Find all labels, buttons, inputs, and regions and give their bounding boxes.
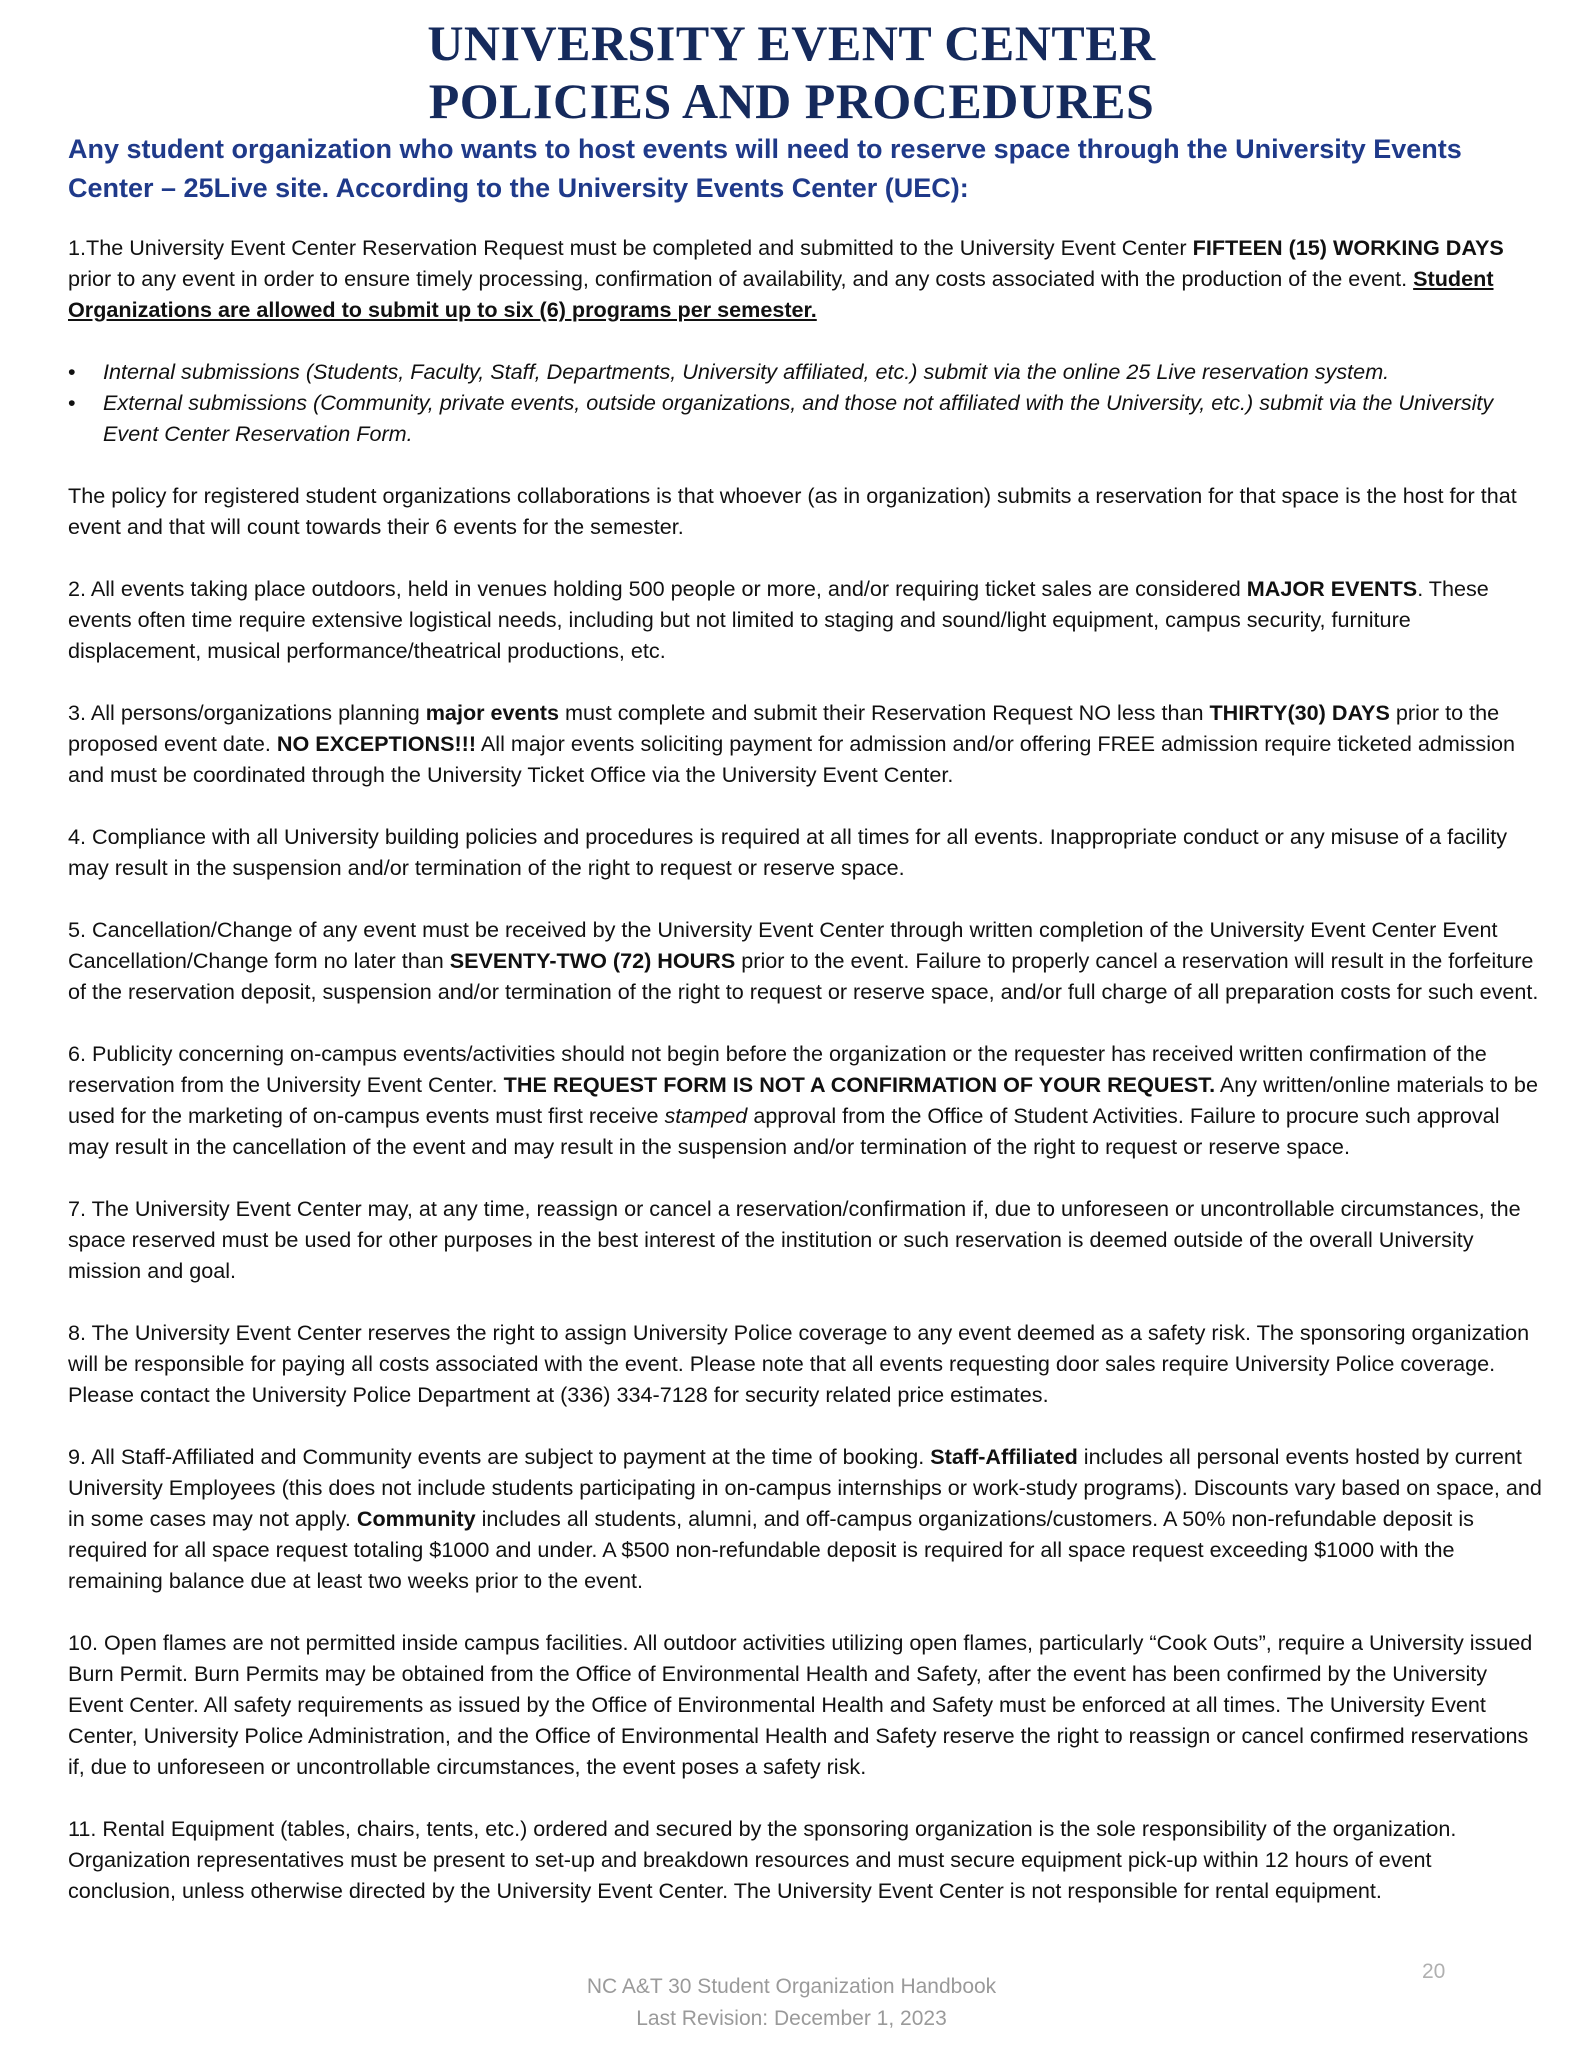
bullet-external: • External submissions (Community, private events, outside organizations, and those not affiliated with the University, etc.) submit via the University Event Center Reservation Form.: [68, 387, 1544, 449]
footer-revision: Last Revision: December 1, 2023: [636, 2007, 947, 2030]
policy-list: [68, 232, 1544, 1906]
policy-3-major-events: major events: [425, 700, 559, 725]
policy-item-11: 11. Rental Equipment (tables, chairs, tents, etc.) ordered and secured by the sponsoring organization is the sole responsibility of the organization. Organization representatives must be present to set-up and breakdown resources and must secure equipment pick-up within 12 hours of event conclusion, unless otherwise directed by the University Event Center. The University Event Center is not responsible for rental equipment.: [68, 1816, 1457, 1903]
page-number: 20: [1422, 1960, 1446, 1983]
policy-2-text: 2. All events taking place outdoors, held in venues holding 500 people or more, and/or requiring ticket sales are considered: [68, 576, 1247, 601]
policy-item-4: 4. Compliance with all University building policies and procedures is required at all times for all events. Inappropriate conduct or any misuse of a facility may result in the suspension and/or termination of the right to request or reserve space.: [68, 824, 1508, 880]
page-title-line-2: POLICIES AND PROCEDURES: [428, 73, 1155, 129]
policy-3-text-cont-2: prior to the proposed event date.: [68, 700, 1500, 756]
policy-2-text-cont: . These events often time require extensive logistical needs, including but not limited to staging and sound/light equipment, campus security, furniture displacement, musical performance/theatrical productions, etc.: [68, 576, 1489, 663]
policy-item-2: [68, 573, 1544, 666]
policy-item-9: [68, 1441, 1544, 1596]
policy-6-text-cont: Any written/online materials to be used for the marketing of on-campus events must first receive: [68, 1072, 1538, 1128]
policy-item-1: [68, 232, 1544, 325]
bullet-internal: • Internal submissions (Students, Faculty, Staff, Departments, University affiliated, etc.) submit via the online 25 Live reservation system.: [68, 356, 1544, 387]
policy-item-3: [68, 697, 1544, 790]
policy-5-text-cont: prior to the event. Failure to properly cancel a reservation will result in the forfeiture of the reservation deposit, suspension and/or termination of the right to request or reserve space, and/or full charge of all preparation costs for such event.: [68, 948, 1539, 1004]
policy-9-text-cont-2: includes all students, alumni, and off-campus organizations/customers. A 50% non-refundable deposit is required for all space request totaling $1000 and under. A $500 non-refundable deposit is required for all space request exceeding $1000 with the remaining balance due at least two weeks prior to the event.: [68, 1506, 1474, 1593]
policy-1-text-cont: prior to any event in order to ensure timely processing, confirmation of availability, and any costs associated with the production of the event.: [68, 266, 1414, 291]
policy-6-warning: THE REQUEST FORM IS NOT A CONFIRMATION OF YOUR REQUEST.: [503, 1072, 1216, 1097]
page-title-line-1: UNIVERSITY EVENT CENTER: [427, 15, 1156, 71]
policy-1-limit-note: Student Organizations are allowed to submit up to six (6) programs per semester.: [68, 266, 1494, 322]
policy-item-7: 7. The University Event Center may, at any time, reassign or cancel a reservation/confirmation if, due to unforeseen or uncontrollable circumstances, the space reserved must be used for other purposes in the best interest of the institution or such reservation is deemed outside of the overall University mission and goal.: [68, 1196, 1521, 1283]
policy-9-text: 9. All Staff-Affiliated and Community events are subject to payment at the time of booking.: [68, 1444, 931, 1469]
policy-item-6: [68, 1038, 1544, 1162]
policy-9-text-cont: includes all personal events hosted by current University Employees (this does not include students participating in on-campus internships or work-study programs). Discounts vary based on space, and in some cases may not apply.: [68, 1444, 1542, 1531]
policy-3-deadline: THIRTY(30) DAYS: [1209, 700, 1390, 725]
submission-bullets: [68, 356, 1544, 449]
policy-9-community: Community: [356, 1506, 476, 1531]
policy-3-text: 3. All persons/organizations planning: [68, 700, 426, 725]
policy-item-5: [68, 914, 1544, 1007]
policy-item-8: 8. The University Event Center reserves the right to assign University Police coverage to any event deemed as a safety risk. The sponsoring organization will be responsible for paying all costs associated with the event. Please note that all events requesting door sales require University Police coverage. Please contact the University Police Department at (336) 334-7128 for security related price estimates.: [68, 1320, 1530, 1407]
policy-3-text-cont: must complete and submit their Reservation Request NO less than: [558, 700, 1210, 725]
policy-5-text: 5. Cancellation/Change of any event must be received by the University Event Center through written completion of the University Event Center Event Cancellation/Change form no later than: [68, 917, 1498, 973]
footer-handbook: NC A&T 30 Student Organization Handbook: [586, 1975, 997, 1998]
policy-1-deadline: FIFTEEN (15) WORKING DAYS: [1192, 235, 1504, 260]
policy-6-stamped: stamped: [664, 1103, 748, 1128]
policy-5-deadline: SEVENTY-TWO (72) HOURS: [449, 948, 736, 973]
policy-9-staff-affiliated: Staff-Affiliated: [930, 1444, 1078, 1469]
policy-3-text-cont-3: All major events soliciting payment for admission and/or offering FREE admission require ticketed admission and must be coordinated through the University Ticket Office via the University Event Center.: [68, 731, 1516, 787]
intro-paragraph: Any student organization who wants to host events will need to reserve space through the University Events Center – 25Live site. According to the University Events Center (UEC):: [68, 134, 1462, 203]
policy-1-text: 1.The University Event Center Reservation Request must be completed and submitted to the University Event Center: [68, 235, 1193, 260]
policy-2-major-events: MAJOR EVENTS: [1246, 576, 1418, 601]
policy-item-10: 10. Open flames are not permitted inside campus facilities. All outdoor activities utilizing open flames, particularly “Cook Outs”, require a University issued Burn Permit. Burn Permits may be obtained from the Office of Environmental Health and Safety, after the event has been confirmed by the University Event Center. All safety requirements as issued by the Office of Environmental Health and Safety must be enforced at all times. The University Event Center, University Police Administration, and the Office of Environmental Health and Safety reserve the right to reassign or cancel confirmed reservations if, due to unforeseen or uncontrollable circumstances, the event poses a safety risk.: [68, 1630, 1533, 1779]
policy-6-text: 6. Publicity concerning on-campus events/activities should not begin before the organization or the requester has received written confirmation of the reservation from the University Event Center.: [68, 1041, 1487, 1097]
policy-3-no-exceptions: NO EXCEPTIONS!!!: [276, 731, 477, 756]
collaboration-policy: The policy for registered student organizations collaborations is that whoever (as in organization) submits a reservation for that space is the host for that event and that will count towards their 6 events for the semester.: [68, 483, 1517, 539]
policy-6-text-cont-2: approval from the Office of Student Activities. Failure to procure such approval may result in the cancellation of the event and may result in the suspension and/or termination of the right to request or reserve space.: [68, 1103, 1500, 1159]
